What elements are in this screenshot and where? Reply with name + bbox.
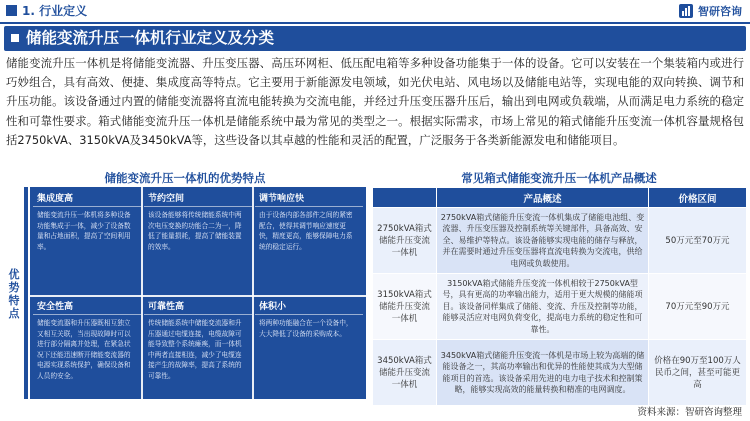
side-label-char: 特 [8, 294, 20, 307]
header-rule [0, 22, 750, 24]
advantage-card-response [255, 192, 363, 252]
page-title: 储能变流升压一体机行业定义及分类 [26, 29, 275, 47]
source-note: 资料来源：智研咨询整理 [637, 407, 742, 418]
panel-divider [252, 187, 254, 399]
advantage-title: 可靠性高 [144, 300, 252, 315]
panel-divider [141, 187, 143, 399]
advantage-body: 传统储能系统中储能变流器和升压器通过电缆连接，电缆故障可能导致整个系统瘫痪，而一体机中两者直接相连，减少了电缆连接产生的故障率，提高了系统的可靠性。 [148, 319, 242, 380]
advantage-body: 由于设备内部各部件之间的紧密配合，使得其调节响应速度更快，精度更高，能够保障电力系统的稳定运行。 [259, 211, 353, 251]
product-overview: 2750kVA箱式储能升压变流一体机集成了储能电池组、变流器、升压变压器及控制系统等关键部件，具备高效、安全、易维护等特点。该设备能够实现电能的储存与释放，并在需要时通过升压变压器将直流电转换为交流电，供给电网或负载使用。 [437, 208, 649, 274]
advantage-body: 将两种功能融合在一个设备中，大大降低了设备的采购成本。 [259, 319, 353, 338]
advantage-card-safety [33, 300, 141, 382]
logo-icon [678, 3, 694, 19]
product-name: 3450kVA箱式储能升压变流一体机 [373, 340, 437, 406]
products-table [372, 187, 747, 406]
panel-divider [30, 295, 366, 297]
column-header: 产品概述 [437, 188, 649, 208]
advantage-card-reliability [144, 300, 252, 382]
side-label-char: 点 [8, 307, 20, 320]
product-name: 2750kVA箱式储能升压变流一体机 [373, 208, 437, 274]
column-header [373, 188, 437, 208]
advantage-body: 该设备能够将传统储能系统中两次电压变换的功能合二为一，降低了能量损耗，提高了储能装置的效率。 [148, 211, 242, 251]
header-bar [0, 0, 750, 22]
product-overview: 3150kVA箱式储能升压变流一体机相较于2750kVA型号，具有更高的功率输出能力，适用于更大规模的储能项目。该设备同样集成了储能、变流、升压及控制等功能，能够灵活应对电网负荷变化，提高电力系统的稳定性和可靠性。 [437, 274, 649, 340]
title-bar [4, 26, 746, 51]
advantage-body: 储能变流器和升压器既相互独立又相互关联，当出现故障时可以进行部分隔离并处理，在紧急状况下还能迅速断开储能变流器的电源实现系统保护，确保设备和人员的安全。 [37, 319, 131, 380]
advantages-heading: 储能变流升压一体机的优势特点 [104, 171, 266, 185]
product-name: 3150kVA箱式储能升压变流一体机 [373, 274, 437, 340]
advantage-title: 节约空间 [144, 192, 252, 207]
advantage-title: 集成度高 [33, 192, 141, 207]
advantage-card-integration [33, 192, 141, 252]
side-accent-bar [24, 187, 28, 399]
logo [678, 2, 742, 20]
product-overview: 3450kVA箱式储能升压变流一体机是市场上较为高端的储能设备之一，其高功率输出和优异的性能使其成为大型储能项目的首选。该设备采用先进的电力电子技术和控制策略，能够实现高效的能量转换和精准的电网调度。 [437, 340, 649, 406]
products-heading: 常见箱式储能变流升压一体机产品概述 [461, 171, 657, 185]
product-price: 价格在90万至100万人民币之间，甚至可能更高 [649, 340, 747, 406]
logo-text: 智研咨询 [698, 5, 742, 18]
advantage-body: 储能变流升压一体机将多种设备功能集成于一体，减少了设备数量和占地面积，提高了空间利用率。 [37, 211, 131, 251]
advantage-card-size [255, 300, 363, 339]
title-square-icon [11, 34, 19, 42]
advantage-card-space [144, 192, 252, 252]
table-row [373, 340, 747, 406]
advantages-side-label [4, 200, 24, 388]
section-square-icon [6, 5, 17, 16]
side-label-char: 优 [8, 268, 20, 281]
advantage-title: 体积小 [255, 300, 363, 315]
table-row [373, 274, 747, 340]
definition-paragraph: 储能变流升压一体机是将储能变流器、升压变压器、高压环网柜、低压配电箱等多种设备功能集于一体的设备。它可以安装在一个集装箱内或进行巧妙组合，具有高效、便捷、集成度高等特点。它主要用于新能源发电领域，如光伏电站、风电场以及储能电站等，实现电能的双向转换、调节和升压功能。该设备通过内置的储能变流器将直流电能转换为交流电能，并经过升压变压器升压后，输出到电网或负载端，从而满足电力系统的稳定性和可靠性要求。箱式储能变流升压一体机是储能系统中最为常见的类型之一。根据实际需求，市场上常见的箱式储能升压变流一体机容量规格包括2750kVA、3150kVA及3450kVA等，这些设备以其卓越的性能和灵活的配置，广泛服务于各类新能源发电和储能项目。 [6, 56, 744, 147]
table-header-row [373, 188, 747, 208]
section-title: 1. 行业定义 [22, 4, 88, 18]
column-header: 价格区间 [649, 188, 747, 208]
side-label-char: 势 [8, 281, 20, 294]
product-price: 50万元至70万元 [649, 208, 747, 274]
product-price: 70万元至90万元 [649, 274, 747, 340]
table-row [373, 208, 747, 274]
advantage-title: 安全性高 [33, 300, 141, 315]
advantage-title: 调节响应快 [255, 192, 363, 207]
